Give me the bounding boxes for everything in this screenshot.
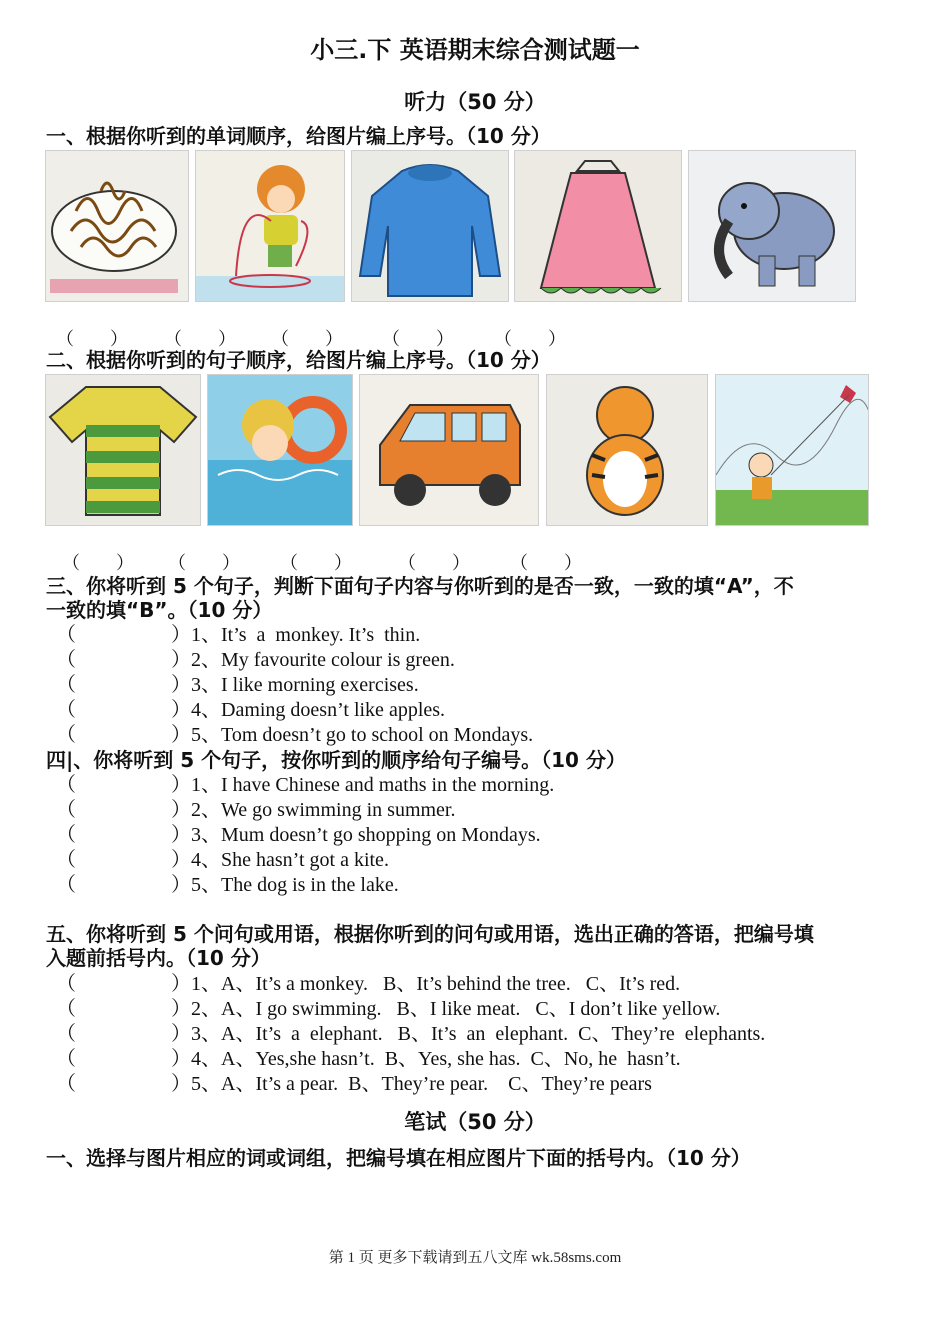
- section5-heading-line1: 五、你将听到 5 个问句或用语，根据你听到的问句或用语，选出正确的答语，把编号填: [46, 922, 814, 946]
- tiger-picture: [546, 374, 708, 526]
- section3-item[interactable]: （ ）2、My favourite colour is green.: [56, 649, 455, 671]
- section4-item[interactable]: （ ）3、Mum doesn’t go shopping on Mondays.: [56, 824, 541, 846]
- car-picture: [359, 374, 539, 526]
- section4-item[interactable]: （ ）1、I have Chinese and maths in the morning.: [56, 774, 555, 796]
- section3-heading-line2: 一致的填“B”。（10 分）: [46, 598, 273, 622]
- noodles-picture: [45, 150, 189, 302]
- swimming-girl-picture: [207, 374, 353, 526]
- section4-item[interactable]: （ ）5、The dog is in the lake.: [56, 874, 399, 896]
- section5-item[interactable]: （ ）2、A、I go swimming. B、I like meat. C、I don’t like yellow.: [56, 998, 721, 1020]
- section3-item[interactable]: （ ）5、Tom doesn’t go to school on Mondays.: [56, 724, 534, 746]
- answer-bracket[interactable]: （ ）: [382, 329, 454, 350]
- answer-bracket[interactable]: （ ）: [494, 329, 566, 350]
- section3-item[interactable]: （ ）4、Daming doesn’t like apples.: [56, 699, 446, 721]
- elephant-picture: [688, 150, 856, 302]
- answer-bracket[interactable]: （ ）: [510, 553, 582, 574]
- section3-item[interactable]: （ ）1、It’s a monkey. It’s thin.: [56, 624, 421, 646]
- sweater-picture: [351, 150, 509, 302]
- answer-bracket[interactable]: （ ）: [398, 553, 470, 574]
- answer-bracket[interactable]: （ ）: [56, 329, 128, 350]
- section5-item[interactable]: （ ）3、A、It’s a elephant. B、It’s an elephant. C、They’re elephants.: [56, 1023, 766, 1045]
- section3-item[interactable]: （ ）3、I like morning exercises.: [56, 674, 419, 696]
- answer-bracket[interactable]: （ ）: [280, 553, 352, 574]
- answer-bracket[interactable]: （ ）: [164, 329, 236, 350]
- written-heading: 笔试（50 分）: [404, 1110, 546, 1134]
- answer-bracket[interactable]: （ ）: [62, 553, 134, 574]
- written-section1-heading: 一、选择与图片相应的词或词组，把编号填在相应图片下面的括号内。（10 分）: [46, 1146, 751, 1170]
- section2-heading: 二、根据你听到的句子顺序，给图片编上序号。（10 分）: [46, 348, 551, 372]
- dress-picture: [514, 150, 682, 302]
- jump-rope-girl-picture: [195, 150, 345, 302]
- answer-bracket[interactable]: （ ）: [168, 553, 240, 574]
- section5-item[interactable]: （ ）1、A、It’s a monkey. B、It’s behind the tree. C、It’s red.: [56, 973, 681, 995]
- section5-item[interactable]: （ ）4、A、Yes,she hasn’t. B、Yes, she has. C、No, he hasn’t.: [56, 1048, 681, 1070]
- section3-heading: [46, 574, 906, 622]
- section5-heading: [46, 922, 906, 970]
- t-shirt-picture: [45, 374, 201, 526]
- page-footer: 第 1 页 更多下载请到五八文库 wk.58sms.com: [328, 1250, 622, 1266]
- section4-item[interactable]: （ ）4、She hasn’t got a kite.: [56, 849, 389, 871]
- kite-boy-picture: [715, 374, 869, 526]
- listening-heading: 听力（50 分）: [404, 90, 546, 114]
- section1-heading: 一、根据你听到的单词顺序，给图片编上序号。（10 分）: [46, 124, 551, 148]
- section4-item[interactable]: （ ）2、We go swimming in summer.: [56, 799, 456, 821]
- section5-heading-line2: 入题前括号内。（10 分）: [46, 946, 271, 970]
- section5-item[interactable]: （ ）5、A、It’s a pear. B、They’re pear. C、They’re pears: [56, 1073, 652, 1095]
- answer-bracket[interactable]: （ ）: [271, 329, 343, 350]
- section4-heading: 四|、你将听到 5 个句子，按你听到的顺序给句子编号。（10 分）: [46, 748, 626, 772]
- section3-heading-line1: 三、你将听到 5 个句子，判断下面句子内容与你听到的是否一致，一致的填“A”，不: [46, 574, 794, 598]
- page-title: 小三.下 英语期末综合测试题一: [310, 36, 640, 64]
